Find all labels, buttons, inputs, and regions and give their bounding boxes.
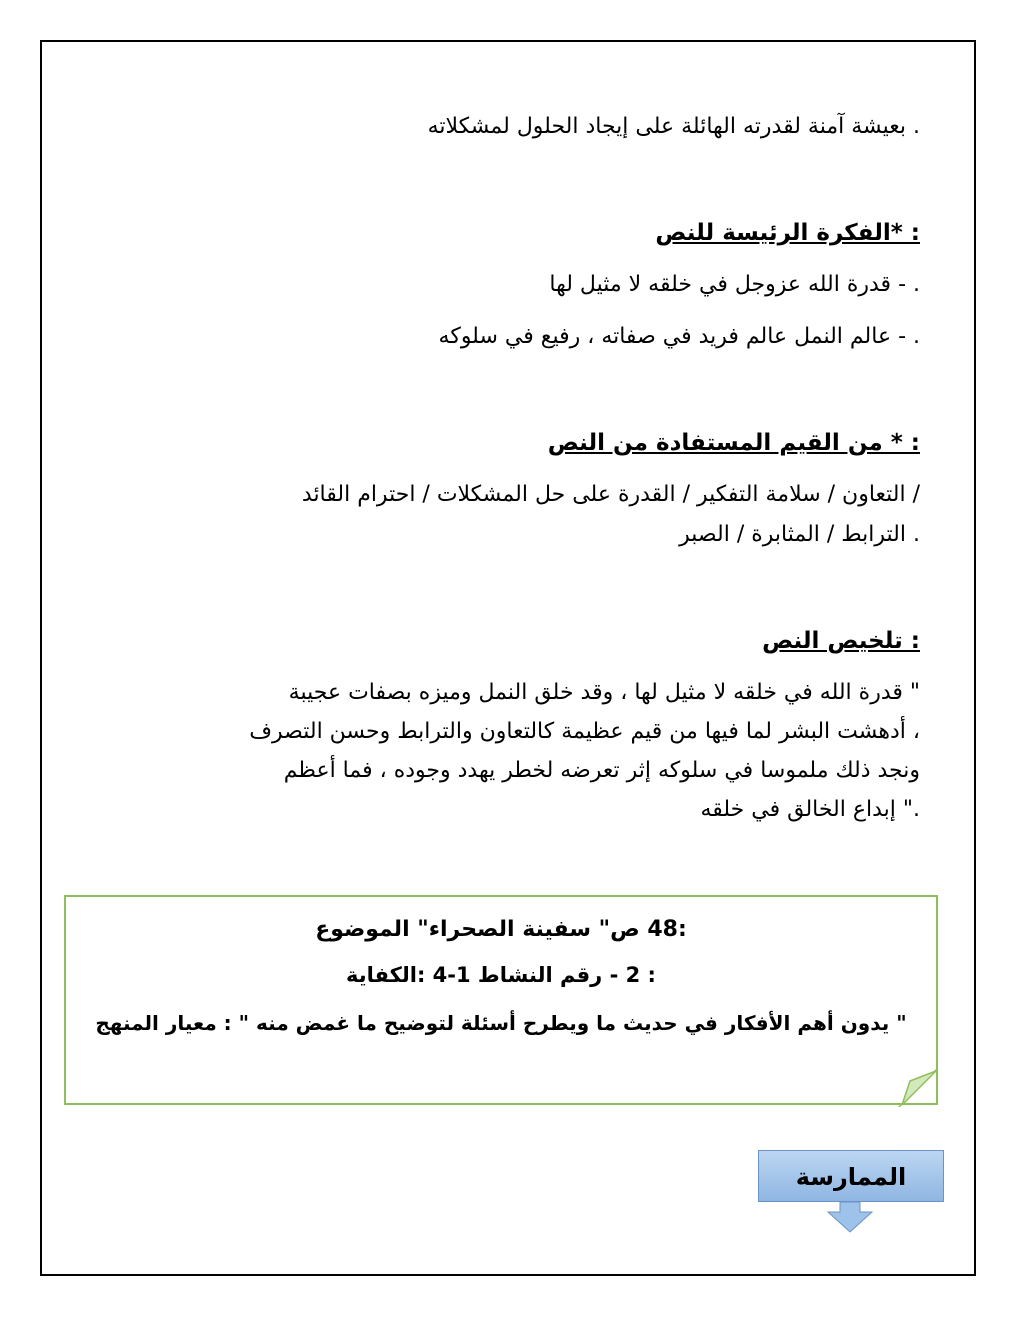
summary-line-1: " قدرة الله في خلقه لا مثيل لها ، وقد خلق النمل وميزه بصفات عجيبة <box>288 680 920 705</box>
practice-button[interactable] <box>758 1150 944 1202</box>
summary-heading: : تلخيص النص <box>762 628 920 654</box>
intro-line: . بعيشة آمنة لقدرته الهائلة على إيجاد الحلول لمشكلاته <box>427 114 920 139</box>
values-line-1: / التعاون / سلامة التفكير / القدرة على حل المشكلات / احترام القائد <box>301 482 920 507</box>
competency-line: : 2 - رقم النشاط 1-4 :الكفاية <box>346 963 656 987</box>
main-idea-heading: : *الفكرة الرئيسة للنص <box>655 220 920 246</box>
arrow-down-icon <box>826 1202 874 1234</box>
practice-button-label: الممارسة <box>795 1163 907 1191</box>
summary-line-2: ، أدهشت البشر لما فيها من قيم عظيمة كالتعاون والترابط وحسن التصرف <box>249 719 920 744</box>
summary-line-4: ." إبداع الخالق في خلقه <box>700 797 920 822</box>
main-idea-item-1: . - قدرة الله عزوجل في خلقه لا مثيل لها <box>549 272 920 297</box>
values-line-2: . الترابط / المثابرة / الصبر <box>679 522 920 547</box>
standard-line: " يدون أهم الأفكار في حديث ما ويطرح أسئلة لتوضيح ما غمض منه " : معيار المنهج <box>95 1011 907 1035</box>
summary-line-3: ونجد ذلك ملموسا في سلوكه إثر تعرضه لخطر يهدد وجوده ، فما أعظم <box>283 758 920 783</box>
main-idea-item-2: . - عالم النمل عالم فريد في صفاته ، رفيع في سلوكه <box>438 324 920 349</box>
page-fold-icon <box>898 1067 938 1107</box>
values-heading: : * من القيم المستفادة من النص <box>547 430 920 456</box>
lesson-info-box <box>64 895 938 1105</box>
topic-line: :48 ص" سفينة الصحراء" الموضوع <box>315 917 687 942</box>
